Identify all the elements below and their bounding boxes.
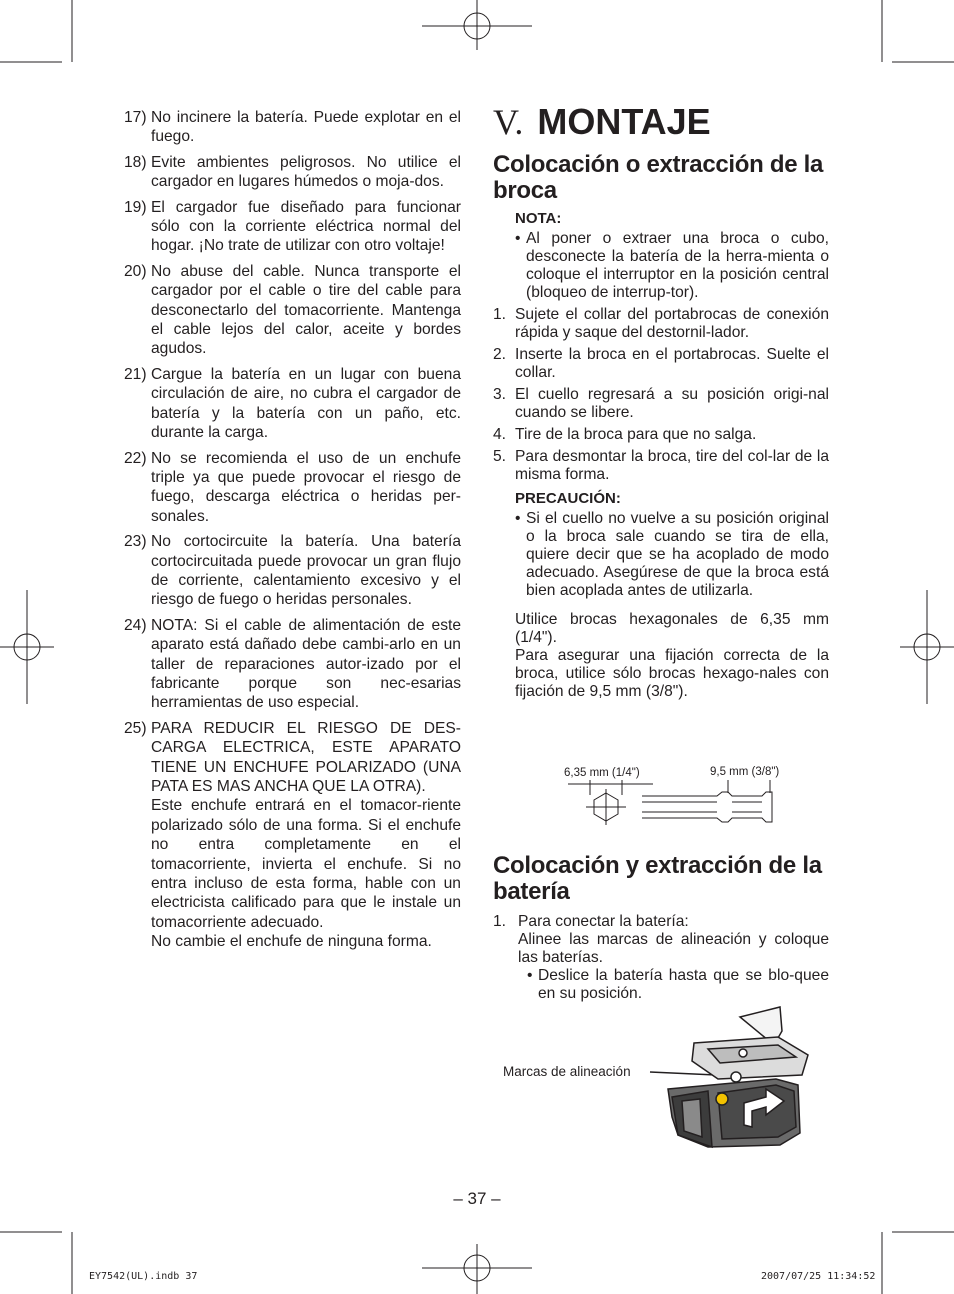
steps-list: [493, 306, 829, 484]
step-text: El cuello regresará a su posición origi-nal cuando se libere.: [515, 386, 829, 421]
hex-bit-diagram: [560, 765, 800, 835]
battery-step-1-text: Alinee las marcas de alineación y coloque las baterías.: [518, 931, 829, 966]
safety-item-text: No cortocircuite la batería. Una batería cortocircuitada puede provocar un gran flujo de corriente, calentamiento excesivo y el riesgo de fuego o heridas personales.: [151, 533, 461, 609]
note-label: NOTA:: [515, 210, 562, 227]
step-item: [493, 306, 829, 342]
safety-item: [124, 616, 461, 713]
safety-item: [124, 153, 461, 192]
safety-item: [124, 365, 461, 443]
safety-item-text: No se recomienda el uso de un enchufe triple ya que puede provocar el riesgo de fuego, descarga eléctrica o heridas per-sonales.: [151, 449, 461, 525]
safety-instructions-list: [124, 108, 461, 958]
battery-illustration: [648, 1005, 818, 1150]
safety-item-number: 25): [124, 719, 147, 737]
step-text: Para desmontar la broca, tire del col-lar de la misma forma.: [515, 448, 829, 483]
safety-item-number: 19): [124, 198, 147, 216]
safety-item-text: NOTA: Si el cable de alimentación de este aparato está dañado debe cambi-arlo en un taller de reparaciones autor-izado por el fabricante porque son nec-esarias herramientas de uso especial.: [151, 616, 461, 712]
safety-item-number: 23): [124, 533, 147, 551]
battery-step-1: [493, 913, 829, 1003]
step-item: [493, 386, 829, 422]
montaje-section: [493, 100, 829, 701]
battery-step-1-bullet-text: Deslice la batería hasta que se blo-quee en su posición.: [538, 967, 829, 1002]
step-number: 5.: [493, 448, 507, 465]
safety-item-text: No incinere la batería. Puede explotar en el fuego.: [151, 109, 461, 146]
safety-item: [124, 449, 461, 527]
section-title-bateria: Colocación y extracción de la batería: [493, 852, 822, 905]
step-text: Tire de la broca para que no salga.: [515, 426, 757, 443]
safety-item-text: Este enchufe entrará en el tomacor-riente polarizado sólo de una forma. Si el enchufe no entra completamente en el tomacorriente, invierta el enchufe. Si no entra incluso de esta forma, hable con un electricista calificado para que le instale un tomacorriente adecuado.: [151, 797, 461, 931]
safety-item-text: Cargue la batería en un lugar con buena circulación de aire, no cubra el cargador de batería y la batería con un paño, etc. durante la carga.: [151, 365, 461, 442]
safety-item-number: 24): [124, 616, 147, 634]
step-item: [493, 426, 829, 444]
safety-item-text: El cargador fue diseñado para funcionar sólo con la corriente eléctrica normal del hogar. ¡No trate de utilizar con otro voltaje!: [151, 198, 461, 255]
chapter-title: MONTAJE: [537, 101, 711, 142]
safety-item-number: 21): [124, 365, 147, 383]
step-item: [493, 346, 829, 382]
note-bullet: • Al poner o extraer una broca o cubo, desconecte la batería de la herra-mienta o coloque el interruptor en la posición central (bloqueo de interrup-tor).: [515, 230, 829, 301]
step-text: Sujete el collar del portabrocas de conexión rápida y saque del destornil-lador.: [515, 306, 829, 341]
safety-item: [124, 108, 461, 147]
step-number: 2.: [493, 346, 507, 363]
safety-item: [124, 262, 461, 359]
page-number: – 37 –: [453, 1189, 501, 1208]
step-item: [493, 448, 829, 484]
registration-mark-top: [422, 0, 532, 50]
safety-item-text: No cambie el enchufe de ninguna forma.: [151, 933, 432, 951]
caution-bullet-text: Si el cuello no vuelve a su posición original o la broca sale cuando se tira de ella, quiere decir que se ha acoplado de modo adecuado. Asegúrese de que la broca está bien acoplada antes de utilizarla.: [526, 510, 829, 599]
diagram-label-three-eighths: 9,5 mm (3/8"): [710, 766, 780, 778]
safety-item-text: Evite ambientes peligrosos. No utilice el cargador en lugares húmedos o moja-dos.: [151, 153, 461, 191]
bit-size-info: Utilice brocas hexagonales de 6,35 mm (1/4").: [515, 611, 829, 646]
step-number: 4.: [493, 426, 507, 443]
safety-item-text: No abuse del cable. Nunca transporte el cargador por el cable o tire del cable para desconectarlo del tomacorriente. Mantenga el cable lejos del calor, aceite y bordes agudos.: [151, 262, 461, 358]
step-number: 3.: [493, 386, 507, 403]
safety-item-text: PARA REDUCIR EL RIESGO DE DES-CARGA ELECTRICA, ESTE APARATO TIENE UN ENCHUFE POLARIZADO (UNA PATA ES MAS ANCHA QUE LA OTRA).: [151, 719, 461, 795]
caution-label: PRECAUCIÓN:: [515, 490, 621, 507]
step-number: 1.: [493, 306, 507, 323]
safety-item-number: 17): [124, 109, 147, 126]
battery-step-1-number: 1.: [493, 913, 507, 930]
alignment-marks-label: Marcas de alineación: [503, 1064, 631, 1079]
battery-step-1-title: Para conectar la batería:: [518, 913, 689, 930]
safety-item-number: 18): [124, 153, 147, 171]
caution-bullet: • Si el cuello no vuelve a su posición original o la broca sale cuando se tira de ella, quiere decir que se ha acoplado de modo adecuado. Asegúrese de que la broca está bien acoplada antes de utilizarla.: [515, 510, 829, 599]
safety-item-number: 22): [124, 449, 147, 467]
footer-timestamp: 2007/07/25 11:34:52: [761, 1271, 876, 1282]
registration-mark-left: [0, 590, 54, 704]
section-title-broca: Colocación o extracción de la broca: [493, 151, 824, 204]
safety-item: [124, 719, 461, 952]
chapter-heading: [493, 100, 829, 144]
diagram-label-quarter-inch: 6,35 mm (1/4"): [564, 767, 640, 779]
footer-file-info: EY7542(UL).indb 37: [89, 1271, 198, 1282]
safety-item: [124, 198, 461, 256]
battery-section: [493, 853, 829, 1003]
chapter-number: V.: [493, 102, 524, 142]
registration-mark-bottom: [422, 1244, 532, 1294]
hex-bit-drawing: [560, 765, 800, 835]
safety-item-number: 20): [124, 262, 147, 280]
safety-item: [124, 532, 461, 610]
step-text: Inserte la broca en el portabrocas. Suelte el collar.: [515, 346, 829, 381]
bit-fixation-info: Para asegurar una fijación correcta de la broca, utilice sólo brocas hexago-nales con fijación de 9,5 mm (3/8").: [515, 647, 829, 700]
registration-mark-right: [900, 590, 954, 704]
battery-step-1-bullet: • Deslice la batería hasta que se blo-quee en su posición.: [527, 967, 829, 1002]
note-bullet-text: Al poner o extraer una broca o cubo, desconecte la batería de la herra-mienta o coloque el interruptor en la posición central (bloqueo de interrup-tor).: [526, 230, 829, 301]
